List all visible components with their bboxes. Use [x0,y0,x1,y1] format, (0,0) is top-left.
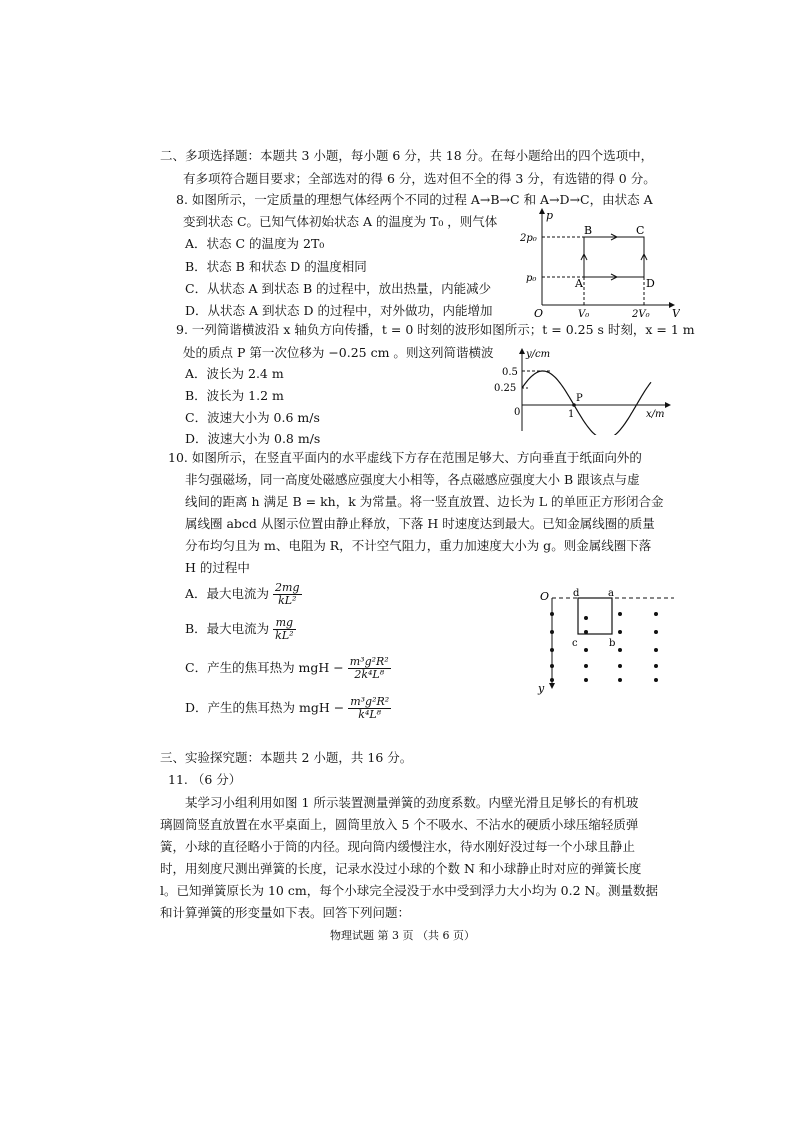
q9-option-a: A．波长为 2.4 m [185,366,284,381]
q9-option-c: C．波速大小为 0.6 m/s [185,410,320,425]
field-dot [618,612,622,616]
q11-line4: 时，用刻度尺测出弹簧的长度，记录水没过小球的个数 N 和小球静止时对应的弹簧长度 [160,861,642,876]
field-dot [584,648,588,652]
q10-stem-line3: 线间的距离 h 满足 B = kh，k 为常量。将一竖直放置、边长为 L 的单匝正方形闭合金 [185,494,664,509]
q10-option-a-fraction [273,582,301,607]
q10-option-a-den: kL² [278,594,297,607]
q9-x-label: x/m [646,409,665,420]
q10-field-dots [550,612,658,682]
q10-option-c-label: C．产生的焦耳热为 mgH − [185,660,344,675]
section2-header-cont: 有多项符合题目要求；全部选对的得 6 分，选对但不全的得 3 分，有选错的得 0 分。 [183,171,656,186]
field-dot [654,630,658,634]
q8-pv-graph [520,205,680,320]
field-dot [618,630,622,634]
q9-origin: 0 [514,407,521,418]
field-dot [618,678,622,682]
q8-option-d: D．从状态 A 到状态 D 的过程中，对外做功，内能增加 [185,303,493,318]
q11-line3: 簧，小球的直径略小于筒的内径。现向筒内缓慢注水，待水刚好没过每一个小球且静止 [160,839,636,854]
q9-option-b: B．波长为 1.2 m [185,388,284,403]
field-dot [618,648,622,652]
field-dot [654,678,658,682]
q10-option-a-label: A．最大电流为 [185,586,270,601]
q10-corner-d: d [573,588,580,599]
q8-tick-2p0: 2p₀ [520,233,537,244]
page-footer: 物理试题 第 3 页 （共 6 页） [330,929,475,942]
q8-p-label: p [546,209,554,222]
q10-stem-line4: 属线圈 abcd 从图示位置由静止释放，下落 H 时速度达到最大。已知金属线圈的质量 [185,516,655,531]
q10-option-c [185,654,391,682]
field-dot [654,648,658,652]
q9-stem-line2: 处的质点 P 第一次位移为 −0.25 cm 。则这列简谐横波 [183,345,494,360]
q11-title: 11. （6 分） [168,772,242,787]
q9-tick-025: 0.25 [494,383,517,394]
section3-header: 三、实验探究题：本题共 2 小题，共 16 分。 [160,750,413,765]
q10-option-b-num: mg [273,617,295,630]
field-dot [618,664,622,668]
q10-stem-line1: 10. 如图所示，在竖直平面内的水平虚线下方存在范围足够大、方向垂直于纸面向外的 [168,450,642,465]
q10-option-d-num: m³g²R² [350,695,390,708]
q8-stem-line1: 8. 如图所示，一定质量的理想气体经两个不同的过程 A→B→C 和 A→D→C，由状态 A [176,192,653,207]
q8-process-rect [584,237,644,277]
q10-field-figure [528,586,678,698]
q11-line5: l。已知弹簧原长为 10 cm，每个小球完全浸没于水中受到浮力大小均为 0.2 N。测量数据 [160,883,658,898]
q10-option-b [185,615,296,643]
q9-wave-graph [490,345,680,435]
q8-point-d: D [646,277,655,290]
section2-header: 二、多项选择题：本题共 3 小题，每小题 6 分，共 18 分。在每小题给出的四个选项中， [160,148,654,163]
q10-coil [578,598,612,634]
q10-corner-a: a [608,588,614,599]
field-dot [584,630,588,634]
q11-line6: 和计算弹簧的形变量如下表。回答下列问题： [160,905,411,920]
q10-option-b-label: B．最大电流为 [185,621,270,636]
q10-stem-line6: H 的过程中 [185,560,250,575]
field-dot [550,664,554,668]
q10-option-c-den: 2k⁴L⁸ [354,668,385,681]
field-dot [584,678,588,682]
q10-option-c-fraction [348,656,391,681]
q10-option-d [185,694,391,722]
q10-y-label: y [538,682,545,695]
q10-option-a [185,580,302,608]
q9-point-p: P [576,393,583,404]
q8-point-a: A [575,277,583,290]
q9-tick-05: 0.5 [502,367,518,378]
q8-option-c: C．从状态 A 到状态 B 的过程中，放出热量，内能减少 [185,281,492,296]
q8-tick-v0: V₀ [578,309,590,320]
q8-v-label: V [672,307,680,320]
q8-option-b: B．状态 B 和状态 D 的温度相同 [185,259,367,274]
q10-option-b-den: kL² [275,629,294,642]
field-dot [584,616,588,620]
q10-option-d-den: k⁴L⁸ [358,708,382,721]
q11-line1: 某学习小组利用如图 1 所示装置测量弹簧的劲度系数。内壁光滑且足够长的有机玻 [185,795,639,810]
q10-stem-line2: 非匀强磁场，同一高度处磁感应强度大小相等，各点磁感应强度大小 B 跟该点与虚 [185,472,640,487]
q8-tick-p0: p₀ [526,273,537,284]
q10-corner-b: b [609,638,616,649]
q8-tick-2v0: 2V₀ [632,309,650,320]
field-dot [550,678,554,682]
q10-option-b-fraction [273,617,295,642]
field-dot [654,612,658,616]
q9-waveform [522,371,651,435]
q8-origin: O [534,307,544,320]
q9-y-label: y/cm [526,349,551,360]
q10-corner-c: c [572,638,578,649]
q9-tick-1: 1 [568,409,575,420]
q8-option-a: A．状态 C 的温度为 2T₀ [185,236,325,251]
q10-stem-line5: 分布均匀且为 m、电阻为 R，不计空气阻力，重力加速度大小为 g。则金属线圈下落 [185,538,652,553]
field-dot [654,664,658,668]
q10-option-d-fraction [348,696,391,721]
q9-option-d: D．波速大小为 0.8 m/s [185,431,321,446]
q10-option-c-num: m³g²R² [349,655,389,668]
field-dot [550,630,554,634]
q10-option-d-label: D．产生的焦耳热为 mgH − [185,700,345,715]
q8-point-b: B [584,224,593,237]
q10-origin: O [540,590,550,603]
q9-stem-line1: 9. 一列简谐横波沿 x 轴负方向传播，t = 0 时刻的波形如图所示；t = 0.25 s 时刻，x = 1 m [176,322,695,337]
q11-line2: 璃圆筒竖直放置在水平桌面上，圆筒里放入 5 个不吸水、不沾水的硬质小球压缩轻质弹 [160,817,639,832]
field-dot [550,612,554,616]
q10-option-a-num: 2mg [275,581,300,594]
field-dot [550,648,554,652]
q8-point-c: C [636,224,645,237]
q8-stem-line2: 变到状态 C。已知气体初始状态 A 的温度为 T₀ ，则气体 [183,214,498,229]
field-dot [584,664,588,668]
